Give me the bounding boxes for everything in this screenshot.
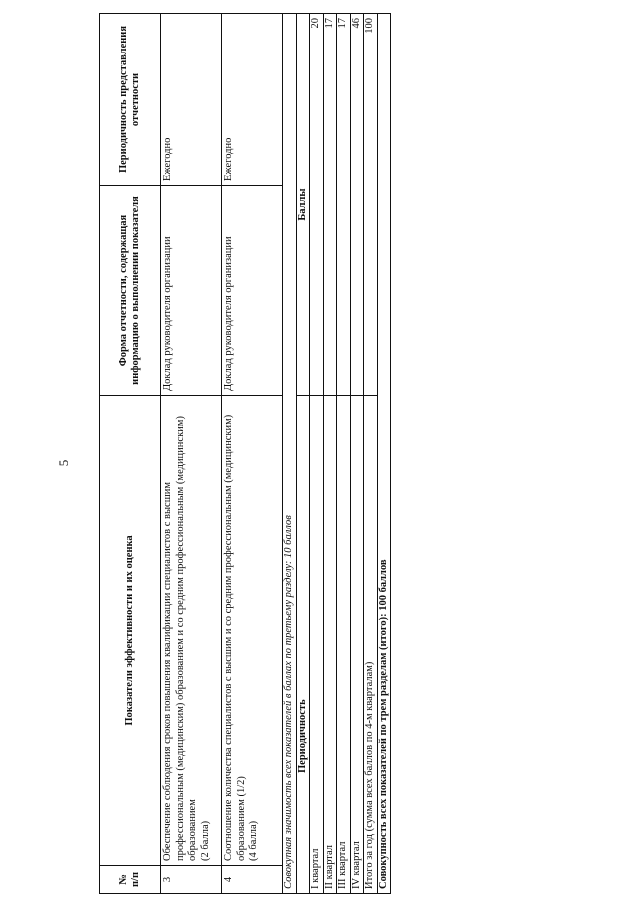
quarter-points: 17 [337, 14, 351, 396]
quarter-points: 46 [350, 14, 364, 396]
quarter-label: I квартал [310, 396, 324, 894]
year-total-label: Итого за год (сумма всех баллов по 4-м кварталам) [364, 396, 378, 894]
quarter-row [350, 14, 364, 894]
indicator-text: Соотношение количества специалистов с высшим и со средним профессиональным (медицинским) образованием (1/2) [223, 414, 247, 861]
table-header-row [100, 14, 161, 894]
grand-total-row [377, 14, 391, 894]
table-row [222, 14, 283, 894]
quarter-points: 20 [310, 14, 324, 396]
section-total-row [283, 14, 297, 894]
section-total: Совокупная значимость всех показателей в баллах по третьему разделу: 10 баллов [283, 14, 297, 894]
header-periodicity: Периодичность представления отчетности [100, 14, 161, 186]
quarter-points: 17 [323, 14, 337, 396]
year-total-row [364, 14, 378, 894]
header-report-form: Форма отчетности, содержащая информацию о выполнении показателя [100, 186, 161, 396]
row-report-form: Доклад руководителя организации [222, 186, 283, 396]
points-header: Баллы [296, 14, 310, 396]
row-indicator [222, 396, 283, 866]
table-row [161, 14, 222, 894]
quarter-row [323, 14, 337, 894]
row-num: 4 [222, 866, 283, 894]
indicator-score: (4 балла) [248, 820, 259, 861]
quarter-label: II квартал [323, 396, 337, 894]
period-header: Периодичность [296, 396, 310, 894]
row-periodicity: Ежегодно [161, 14, 222, 186]
indicator-score: (2 балла) [199, 820, 211, 861]
quarter-label: IV квартал [350, 396, 364, 894]
rotated-page [99, 14, 397, 894]
grand-total: Совокупность всех показателей по трем разделам (итого): 100 баллов [377, 14, 391, 894]
row-indicator [161, 396, 222, 866]
row-num: 3 [161, 866, 222, 894]
year-total-points: 100 [364, 14, 378, 396]
header-indicator: Показатели эффективности и их оценка [100, 396, 161, 866]
indicators-table [99, 13, 391, 894]
header-num: № п/п [100, 866, 161, 894]
quarter-row [337, 14, 351, 894]
row-periodicity: Ежегодно [222, 14, 283, 186]
period-header-row [296, 14, 310, 894]
indicator-text: Обеспечение соблюдения сроков повышения квалификации специалистов с высшим профессиональным (медицинским) образованием и со средним профессиональным (медицинским) образованием [162, 416, 198, 861]
row-report-form: Доклад руководителя организации [161, 186, 222, 396]
page-number: 5 [56, 459, 71, 467]
quarter-row [310, 14, 324, 894]
quarter-label: III квартал [337, 396, 351, 894]
